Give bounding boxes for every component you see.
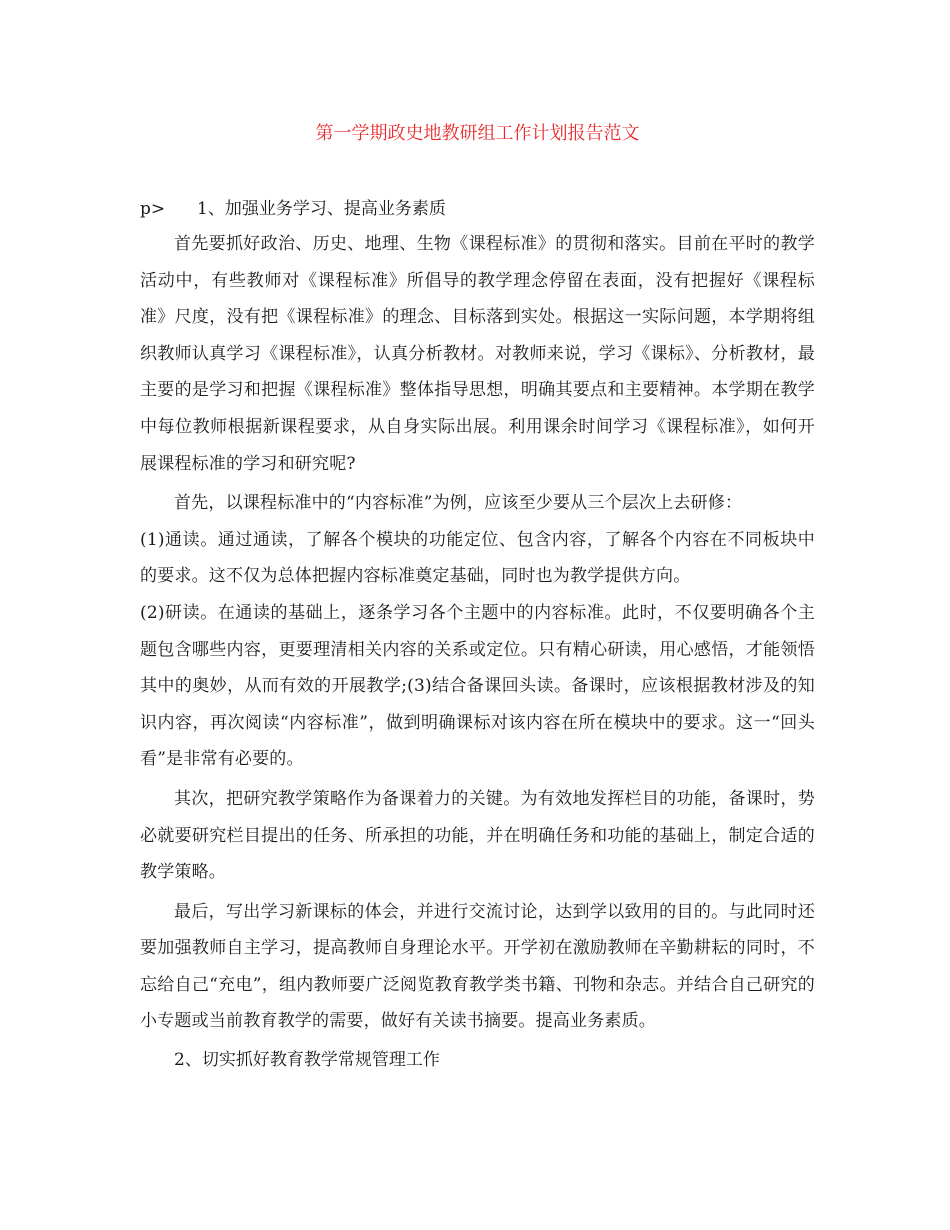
section-1-heading-text: 1、加强业务学习、提高业务素质	[197, 199, 446, 219]
paragraph-2: 首先，以课程标准中的“内容标准”为例，应该至少要从三个层次上去研修：	[174, 493, 743, 514]
paragraph-3: (1)通读。通过通读，了解各个模块的功能定位、包含内容，了解各个内容在不同板块中的要求。这不仅为总体把握内容标准奠定基础，同时也为教学提供方向。	[140, 529, 815, 587]
paragraph-6: 最后，写出学习新课标的体会，并进行交流讨论，达到学以致用的目的。与此同时还要加强教师自主学习，提高教师自身理论水平。开学初在激励教师在辛勤耕耘的同时，不忘给自己“充电”，组内教师要广泛阅览教育教学类书籍、刊物和杂志。并结合自己研究的小专题或当前教育教学的需要，做好有关读书摘要。提高业务素质。	[140, 901, 815, 1032]
section-1-heading	[140, 192, 815, 226]
document-body	[140, 192, 815, 1077]
paragraph-4: (2)研读。在通读的基础上，逐条学习各个主题中的内容标准。此时，不仅要明确各个主题包含哪些内容，更要理清相关内容的关系或定位。只有精心研读，用心感悟，才能领悟其中的奥妙，从而有效的开展教学;(3)结合备课回头读。备课时，应该根据教材涉及的知识内容，再次阅读“内容标准”，做到明确课标对该内容在所在模块中的要求。这一“回头看”是非常有必要的。	[140, 602, 815, 770]
paragraph-1: 首先要抓好政治、历史、地理、生物《课程标准》的贯彻和落实。目前在平时的教学活动中，有些教师对《课程标准》所倡导的教学理念停留在表面，没有把握好《课程标准》尺度，没有把《课程标准》的理念、目标落到实处。根据这一实际问题，本学期将组织教师认真学习《课程标准》，认真分析教材。对教师来说，学习《课标》、分析教材，最主要的是学习和把握《课程标准》整体指导思想，明确其要点和主要精神。本学期在教学中每位教师根据新课程要求，从自身实际出展。利用课余时间学习《课程标准》，如何开展课程标准的学习和研究呢?	[140, 234, 815, 474]
section-1-prefix: p>	[140, 199, 166, 219]
section-2-heading: 2、切实抓好教育教学常规管理工作	[174, 1050, 440, 1071]
paragraph-5: 其次，把研究教学策略作为备课着力的关键。为有效地发挥栏目的功能，备课时，势必就要研究栏目提出的任务、所承担的功能，并在明确任务和功能的基础上，制定合适的教学策略。	[140, 788, 815, 883]
document-title: 第一学期政史地教研组工作计划报告范文	[315, 123, 640, 144]
